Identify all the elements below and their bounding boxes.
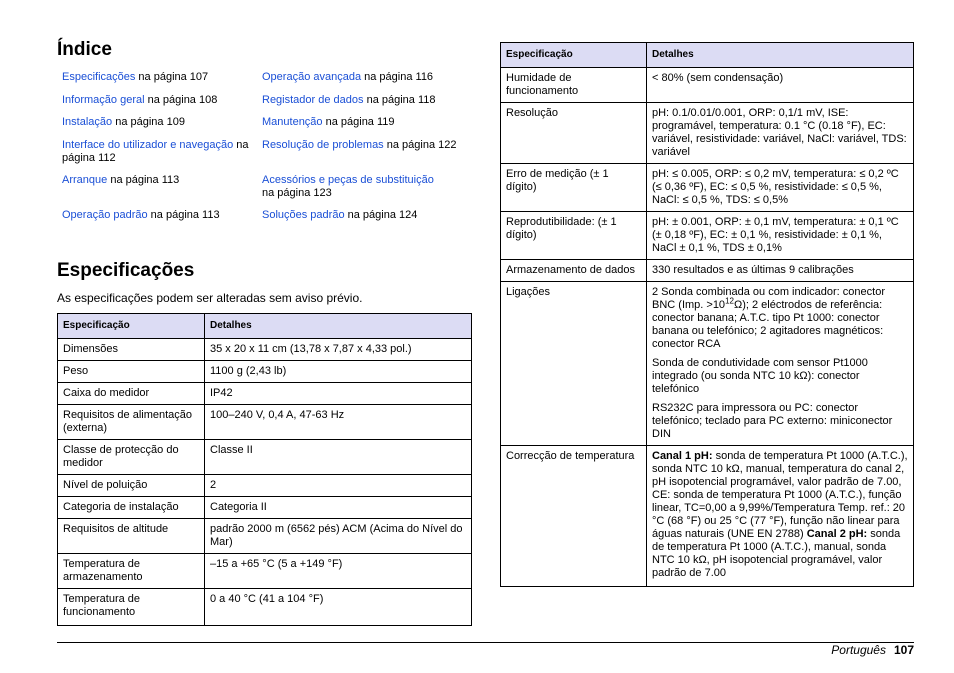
connections-paragraph-1: 2 Sonda combinada ou com indicador: conector BNC (Imp. $>10^{12}\Omega$); 2 eléctrodos de referência: conector banana; A.T.C. tipo Pt 1000: conector banana ou telefónico; 2 agitadores magnéticos: conector RCA [652,286,885,350]
details-cell: Classe II [205,440,472,475]
toc-link-interface[interactable]: Interface do utilizador e navegação [62,139,234,151]
toc-item: Acessórios e peças de substituição na página 123 [262,174,434,199]
table-header-row [501,43,914,68]
toc-item: Manutenção na página 119 [262,116,395,128]
details-cell: 0 a 40 °C (41 a 104 °F) [205,589,472,626]
toc-link-arranque[interactable]: Arranque [62,174,108,186]
details-cell: padrão 2000 m (6562 pés) ACM (Acima do Nível do Mar) [205,519,472,554]
footer-language: Português [831,643,886,657]
spec-cell: Dimensões [58,339,205,361]
details-cell: pH: ≤ 0.005, ORP: ≤ 0,2 mV, temperatura: ≤ 0,2 ºC (≤ 0,36 ºF), EC: ≤ 0,5 %, resistividade: ≤ 0,5 %, NaCl: ≤ 0,5 %, TDS: ≤ 0,5% [647,164,914,212]
spec-cell: Caixa do medidor [58,383,205,405]
toc-link-instalacao[interactable]: Instalação [62,116,113,128]
toc-item: Operação padrão na página 113 [62,209,220,221]
details-cell: 2 [205,475,472,497]
spec-cell: Humidade de funcionamento [501,68,647,103]
specs-table-1 [57,313,472,626]
index-list [57,71,472,253]
toc-item: Especificações na página 107 [62,71,209,83]
table-row [501,260,914,282]
spec-cell: Peso [58,361,205,383]
table-row [58,339,472,361]
header-details: Detalhes [647,43,914,68]
toc-item: Operação avançada na página 116 [262,71,434,83]
spec-cell: Nível de poluição [58,475,205,497]
spec-cell: Categoria de instalação [58,497,205,519]
details-cell: pH: ± 0.001, ORP: ± 0,1 mV, temperatura: ± 0,1 ºC (± 0,18 ºF), EC: ± 0,1 %, resistividade: ± 0,1 %, NaCl ± 0,1 %, TDS ± 0,1% [647,212,914,260]
table-row [501,212,914,260]
details-cell: 35 x 20 x 11 cm (13,78 x 7,87 x 4,33 pol.) [205,339,472,361]
toc-link-operacao-padrao[interactable]: Operação padrão [62,209,148,221]
toc-link-especificacoes[interactable]: Especificações [62,71,136,83]
details-cell: IP42 [205,383,472,405]
spec-cell: Correcção de temperatura [501,446,647,587]
table-row [58,383,472,405]
details-cell: 100–240 V, 0,4 A, 47-63 Hz [205,405,472,440]
table-row [501,446,914,587]
table-row [58,589,472,626]
details-cell: 330 resultados e as últimas 9 calibrações [647,260,914,282]
details-cell: pH: 0.1/0.01/0.001, ORP: 0,1/1 mV, ISE: programável, temperatura: 0.1 °C (0.18 °F), EC: variável, resistividade: variável, NaCl: variável, TDS: variável [647,103,914,164]
index-title: Índice [57,39,112,60]
toc-link-operacao-avancada[interactable]: Operação avançada [262,71,362,83]
details-cell: Categoria II [205,497,472,519]
connections-paragraph-2: Sonda de condutividade com sensor Pt1000 integrado (ou sonda NTC 10 kΩ): conector telefónico [652,357,868,395]
toc-link-solucoes-padrao[interactable]: Soluções padrão [262,209,345,221]
table-row [501,68,914,103]
details-cell: Canal 1 pH: sonda de temperatura Pt 1000 (A.T.C.), sonda NTC 10 kΩ, manual, temperatura do canal 2, pH isopotencial programável, valor padrão de 7.00, CE: sonda de temperatura Pt 1000 (A.T.C.), função linear, TC=0,00 a 9,99%/Temperatura Temp. ref.: 20 °C (68 °F) ou 25 °C (77 °F), função não linear para águas naturais (UNE EN 2788) Canal 2 pH: sonda de temperatura Pt 1000 (A.T.C.), manual, sonda NTC 10 kΩ, pH isopotencial programável, valor padrão de 7.00 [647,446,914,587]
details-cell: –15 a +65 °C (5 a +149 °F) [205,554,472,589]
details-cell [647,282,914,446]
connections-paragraph-3: RS232C para impressora ou PC: conector telefónico; teclado para PC externo: miniconector DIN [652,402,893,440]
toc-item: Instalação na página 109 [62,116,185,128]
specs-intro: As especificações podem ser alteradas sem aviso prévio. [57,291,363,305]
spec-cell: Temperatura de funcionamento [58,589,205,626]
table-row [501,164,914,212]
toc-link-resolucao-de-problemas[interactable]: Resolução de problemas [262,139,384,151]
toc-item: Registador de dados na página 118 [262,94,436,106]
page-footer [831,643,914,657]
table-row [58,361,472,383]
toc-item: Interface do utilizador e navegação na página 112 [62,139,249,164]
toc-link-informacao-geral[interactable]: Informação geral [62,94,145,106]
spec-cell: Reprodutibilidade: (± 1 dígito) [501,212,647,260]
spec-cell: Erro de medição (± 1 dígito) [501,164,647,212]
table-row [58,440,472,475]
spec-cell: Ligações [501,282,647,446]
spec-cell: Armazenamento de dados [501,260,647,282]
toc-link-registador-de-dados[interactable]: Registador de dados [262,94,364,106]
toc-item: Soluções padrão na página 124 [262,209,418,221]
page-number: 107 [893,643,914,657]
specs-table-2 [500,42,914,587]
spec-cell: Classe de protecção do medidor [58,440,205,475]
spec-cell: Resolução [501,103,647,164]
table-row [58,554,472,589]
header-spec: Especificação [501,43,647,68]
spec-cell: Requisitos de alimentação (externa) [58,405,205,440]
spec-cell: Temperatura de armazenamento [58,554,205,589]
table-row [58,497,472,519]
spec-cell: Requisitos de altitude [58,519,205,554]
header-details: Detalhes [205,314,472,339]
left-column [57,38,472,626]
toc-item: Resolução de problemas na página 122 [262,139,457,151]
table-row [58,475,472,497]
table-header-row [58,314,472,339]
table-row [58,405,472,440]
footer-divider [57,642,914,643]
right-column [500,42,914,587]
specs-title: Especificações [57,260,195,281]
details-cell: < 80% (sem condensação) [647,68,914,103]
toc-link-acessorios[interactable]: Acessórios e peças de substituição [262,174,434,186]
toc-item: Informação geral na página 108 [62,94,218,106]
toc-link-manutencao[interactable]: Manutenção [262,116,323,128]
table-row [501,103,914,164]
table-row [58,519,472,554]
header-spec: Especificação [58,314,205,339]
toc-item: Arranque na página 113 [62,174,180,186]
table-row [501,282,914,446]
details-cell: 1100 g (2,43 lb) [205,361,472,383]
